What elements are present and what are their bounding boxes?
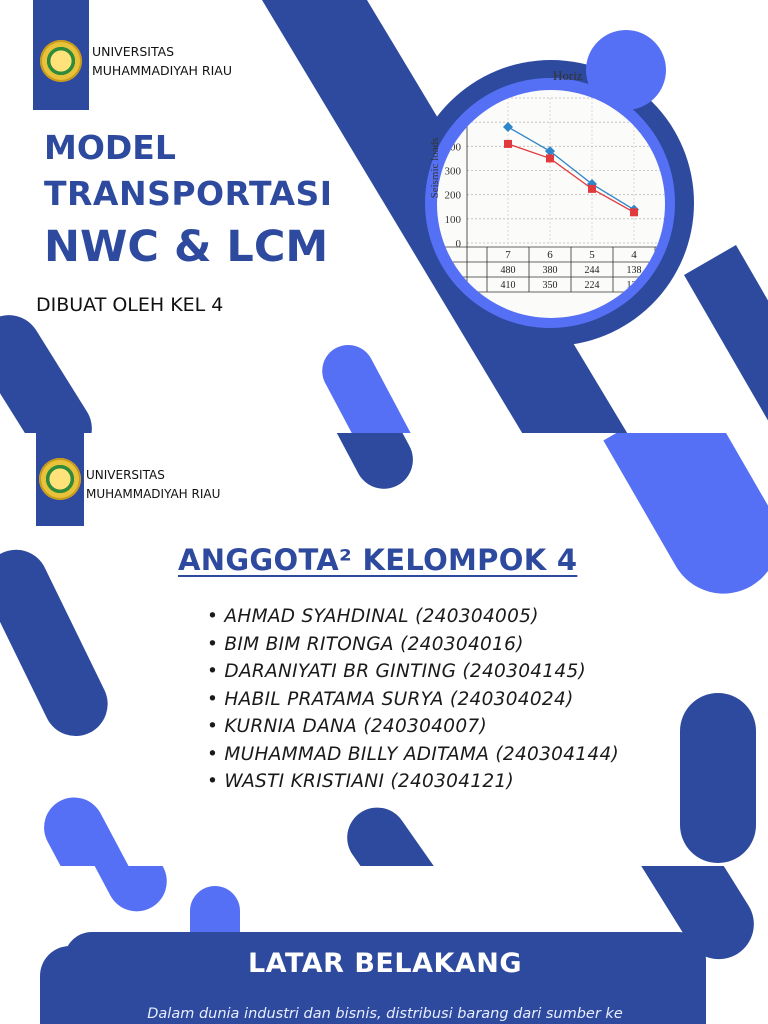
- chart-series: [503, 122, 639, 216]
- table-cell: 350: [542, 280, 558, 291]
- member-item: • BIM BIM RITONGA (240304016): [207, 631, 619, 659]
- decor-left-pill: [0, 303, 104, 433]
- decor-right-stripe: [684, 245, 768, 433]
- decor-bottom-mid-pill: [335, 796, 459, 866]
- decor-left-stripe: [0, 539, 118, 747]
- series-nwc-line: [508, 127, 634, 210]
- y-tick-label: 500: [444, 117, 461, 130]
- table-cell: 127: [626, 280, 642, 291]
- member-item: • DARANIYATI BR GINTING (240304145): [207, 658, 619, 686]
- university-line2: MUHAMMADIYAH RIAU: [86, 487, 221, 501]
- university-line1: UNIVERSITAS: [86, 468, 165, 482]
- chart-title: Horiz: [553, 68, 583, 83]
- table-cell: 380: [542, 265, 558, 276]
- series-lcm-point: [630, 208, 638, 216]
- decor-top-pill: [311, 433, 423, 499]
- magnifier-glass: [437, 90, 665, 318]
- decor-blue-pill: [313, 336, 429, 433]
- table-cell: 244: [584, 265, 600, 276]
- background-body: Dalam dunia industri dan bisnis, distribusi barang dari sumber ke: [147, 1006, 623, 1022]
- title-line3: NWC & LCM: [44, 222, 329, 272]
- university-logo: [39, 458, 81, 500]
- university-logo: [40, 40, 82, 82]
- table-header: 5: [589, 249, 595, 261]
- members-heading: ANGGOTA² KELOMPOK 4: [178, 543, 578, 577]
- y-tick-label: 600: [444, 93, 461, 105]
- y-tick-label: 200: [444, 189, 461, 202]
- university-name: [92, 42, 232, 80]
- chart-table: [437, 247, 665, 292]
- slide-members: [0, 433, 768, 866]
- decor-right-wedge: [603, 433, 768, 614]
- decor-top-left-pill: [59, 866, 178, 922]
- table-header: 7: [505, 249, 511, 261]
- university-name: [86, 466, 220, 504]
- table-row-label: C: [447, 265, 455, 276]
- y-tick-label: 0: [455, 238, 461, 250]
- background-heading: LATAR BELAKANG: [247, 948, 523, 979]
- series-lcm-point: [504, 140, 512, 148]
- y-tick-label: 300: [444, 165, 461, 178]
- title-line2: TRANSPORTASI: [44, 174, 333, 213]
- member-item: • WASTI KRISTIANI (240304121): [207, 768, 619, 796]
- background-card: [64, 932, 706, 1024]
- y-tick-label: 100: [444, 213, 461, 226]
- table-header: 4: [631, 249, 637, 261]
- chart-y-axis-label: Seismic loads: [429, 137, 441, 199]
- member-item: • HABIL PRATAMA SURYA (240304024): [207, 686, 619, 714]
- table-header: 6: [547, 249, 553, 261]
- y-tick-label: 400: [444, 141, 461, 154]
- slide-title: [0, 0, 768, 433]
- member-item: • KURNIA DANA (240304007): [207, 713, 619, 741]
- subtitle: DIBUAT OLEH KEL 4: [36, 294, 224, 316]
- decor-bottom-left-pill: [34, 787, 153, 866]
- member-item: • MUHAMMAD BILLY ADITAMA (240304144): [207, 741, 619, 769]
- members-list: [207, 603, 619, 796]
- table-cell: 224: [584, 280, 600, 291]
- series-lcm-point: [546, 154, 554, 162]
- series-nwc-point: [503, 122, 513, 132]
- chart-y-ticks: [445, 93, 462, 250]
- title-line1: MODEL: [44, 128, 176, 167]
- table-cell: 410: [500, 280, 516, 291]
- table-cell: 480: [500, 265, 516, 276]
- slide-background: [0, 866, 768, 1024]
- decor-right-pill: [680, 693, 756, 863]
- university-line1: UNIVERSITAS: [92, 44, 175, 59]
- member-item: • AHMAD SYAHDINAL (240304005): [207, 603, 619, 631]
- chart-snippet: [437, 90, 665, 318]
- series-lcm-point: [588, 185, 596, 193]
- university-line2: MUHAMMADIYAH RIAU: [92, 63, 232, 78]
- table-cell: 138: [626, 265, 642, 276]
- series-lcm-line: [508, 144, 634, 212]
